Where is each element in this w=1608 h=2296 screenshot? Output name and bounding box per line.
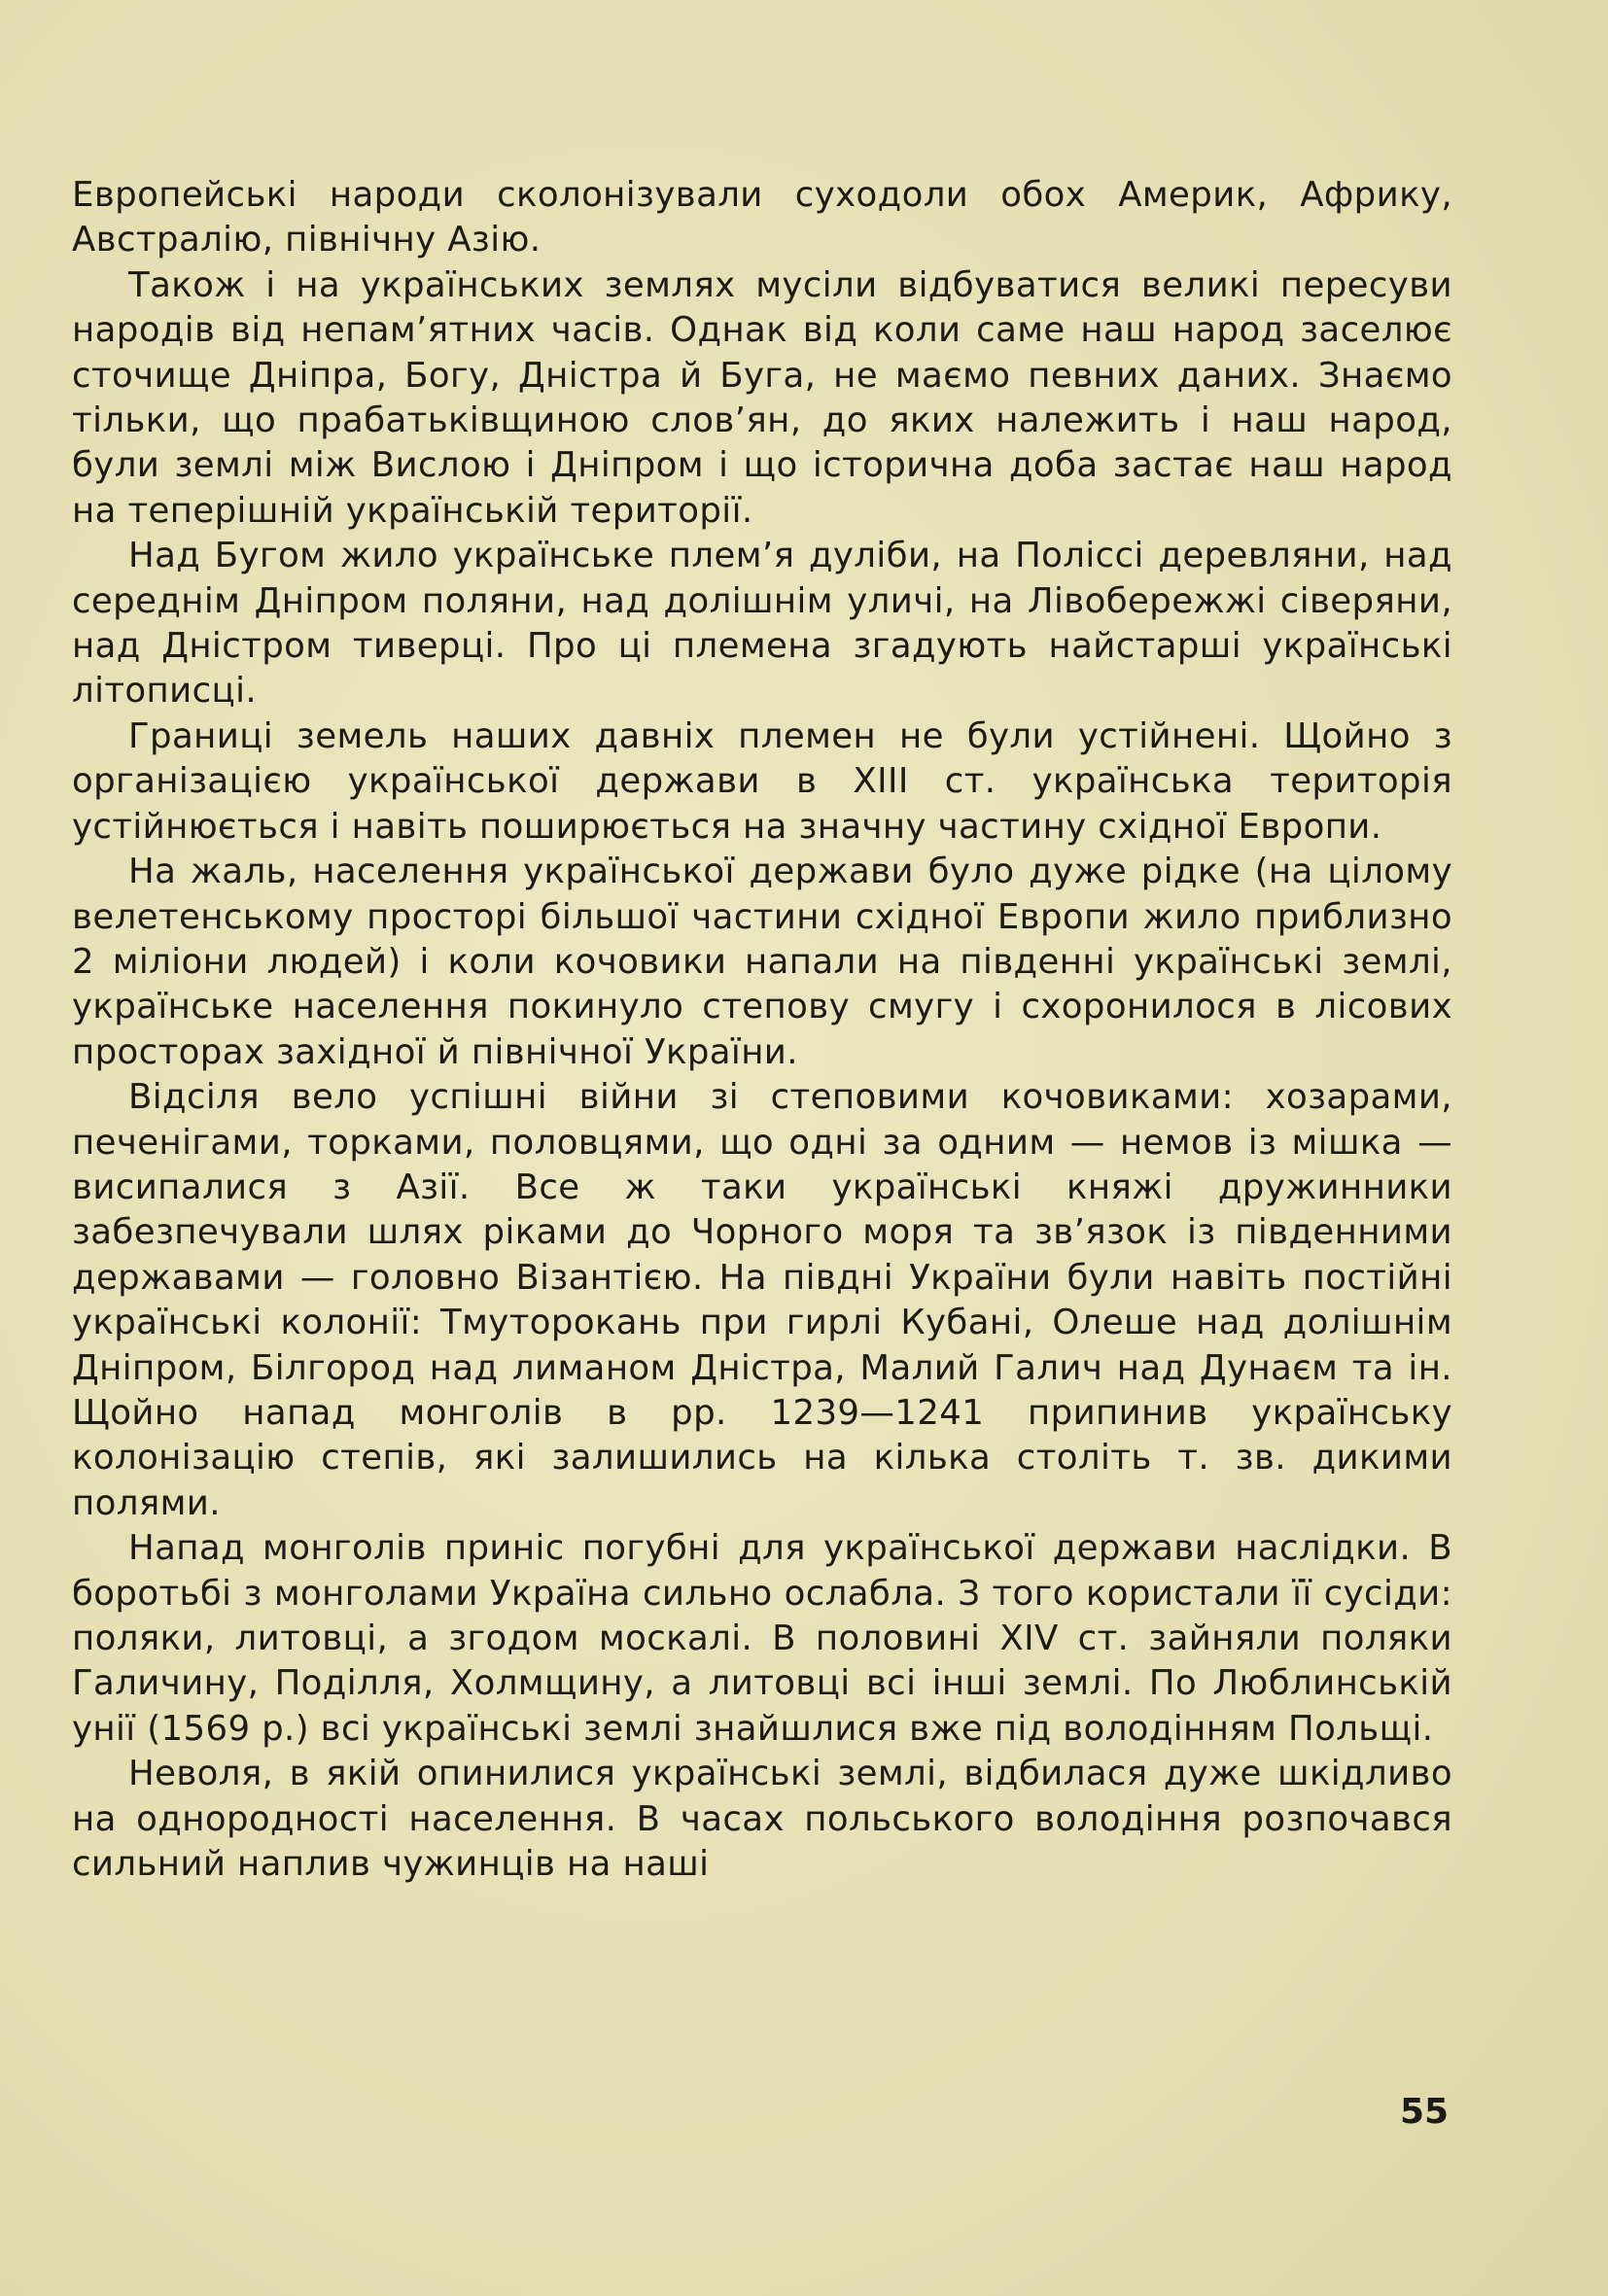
paragraph-8: Неволя, в якій опинилися українські землі, відбилася дуже шкідливо на однородності населення. В часах польського володіння розпочався сильний наплив чужинців на наші — [72, 1754, 1452, 1885]
paragraph-7: Напад монголів приніс погубні для української держави наслідки. В боротьбі з монголами Україна сильно ослабла. З того користали її сусіди: поляки, литовці, а згодом москалі. В половині XIV ст. зайняли поляки Галичину, Поділля, Холмщину, а литовці всі інші землі. По Люблинській унії (1569 р.) всі українські землі знайшлися вже під володінням Польщі. — [72, 1528, 1452, 1749]
paragraph-3: Над Бугом жило українське плем’я дуліби, на Поліссі деревляни, над середнім Дніпром поляни, над долішнім уличі, на Лівобережжі сіверяни, над Дністром тиверці. Про ці племена згадують найстарші українські літописці. — [72, 536, 1452, 712]
page-body — [72, 173, 1452, 1887]
paragraph-4: Границі земель наших давніх племен не були устійнені. Щойно з організацією української держави в XIII ст. українська територія устійнюється і навіть поширюється на значну частину східної Европи. — [72, 715, 1452, 847]
page-number: 55 — [1400, 2092, 1450, 2132]
paragraph-5: На жаль, населення української держави було дуже рідке (на цілому велетенському просторі більшої частини східної Европи жило приблизно 2 міліони людей) і коли кочовики напали на південні українські землі, українське населення покинуло степову смугу і схоронилося в лісових просторах західної й північної України. — [72, 852, 1452, 1072]
paragraph-1: Европейські народи сколонізували суходоли обох Америк, Африку, Австралію, північну Азію. — [72, 175, 1452, 261]
paragraph-2: Також і на українських землях мусіли відбуватися великі пересуви народів від непам’ятних часів. Однак від коли саме наш народ заселює сточище Дніпра, Богу, Дністра й Буга, не маємо певних даних. Знаємо тільки, що прабатьківщиною слов’ян, до яких належить і наш народ, були землі між Вислою і Дніпром і що історична доба застає наш народ на теперішній українській території. — [72, 264, 1452, 531]
paragraph-6: Відсіля вело успішні війни зі степовими кочовиками: хозарами, печенігами, торками, половцями, що одні за одним — немов із мішка — висипалися з Азії. Все ж таки українські княжі дружинники забезпечували шлях ріками до Чорного моря та зв’язок із південними державами — головно Візантією. На півдні України були навіть постійні українські колонії: Тмуторокань при гирлі Кубані, Олеше над долішнім Дніпром, Білгород над лиманом Дністра, Малий Галич над Дунаєм та ін. Щойно напад монголів в рр. 1239—1241 припинив українську колонізацію степів, які залишились на кілька століть т. зв. дикими полями. — [72, 1077, 1452, 1523]
